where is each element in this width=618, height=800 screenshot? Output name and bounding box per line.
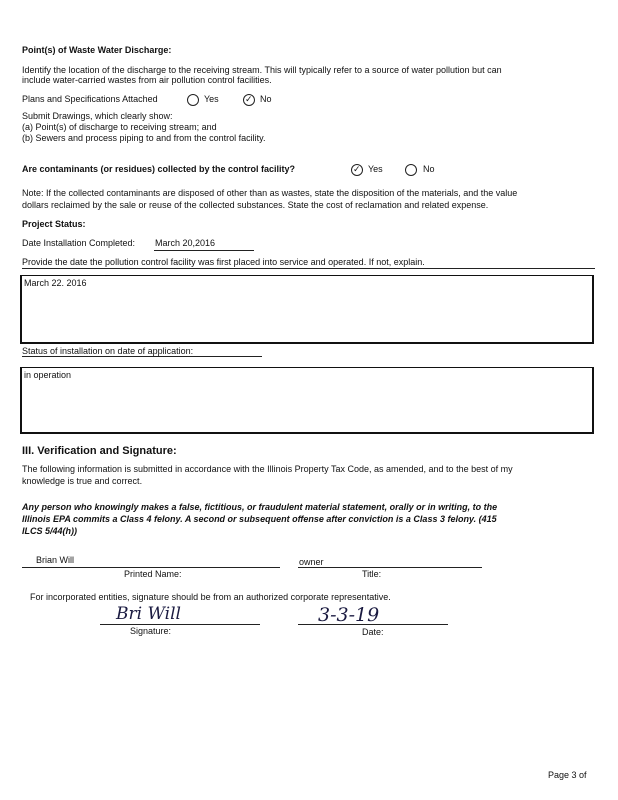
plans-yes-radio[interactable] [187, 94, 199, 106]
date-installation-label: Date Installation Completed: [22, 238, 136, 248]
page-number: Page 3 of [548, 770, 587, 780]
contaminants-question: Are contaminants (or residues) collected by the control facility? [22, 164, 296, 174]
discharge-heading: Point(s) of Waste Water Discharge: [22, 45, 172, 55]
felony-warning-line1: Any person who knowingly makes a false, fictitious, or fraudulent material statement, orally or in writing, to the [22, 502, 498, 512]
contaminants-yes-label: Yes [368, 164, 383, 174]
date-installation-value[interactable]: March 20,2016 [155, 238, 216, 248]
provide-date-underline [22, 268, 595, 269]
verification-heading: III. Verification and Signature: [22, 445, 177, 457]
provide-date-instruction: Provide the date the pollution control facility was first placed into service and operated. If not, explain. [22, 257, 425, 267]
signature-value[interactable]: Bri Will [116, 604, 181, 624]
felony-warning-line2: Illinois EPA commits a Class 4 felony. A second or subsequent offense after conviction is a Class 3 felony. (415 [22, 514, 497, 524]
submit-item-b: (b) Sewers and process piping to and from the control facility. [22, 133, 266, 143]
contaminants-yes-radio[interactable] [351, 164, 363, 176]
signature-date-label: Date: [362, 627, 384, 637]
plans-no-radio[interactable] [243, 94, 255, 106]
status-installation-value: in operation [24, 370, 72, 380]
service-date-value: March 22. 2016 [24, 278, 87, 288]
signature-date-value[interactable]: 3-3-19 [318, 604, 380, 626]
status-installation-label: Status of installation on date of application: [22, 346, 194, 356]
plans-label: Plans and Specifications Attached [22, 94, 158, 104]
contaminants-note-line2: dollars reclaimed by the sale or reuse of the collected substances. State the cost of reclamation and related expense. [22, 200, 489, 210]
status-installation-box[interactable] [20, 367, 594, 434]
service-date-box[interactable] [20, 275, 594, 344]
signature-line [100, 624, 260, 625]
plans-no-label: No [260, 94, 272, 104]
printed-name-label: Printed Name: [124, 569, 182, 579]
submit-drawings-label: Submit Drawings, which clearly show: [22, 111, 173, 121]
title-value[interactable]: owner [299, 557, 324, 567]
date-installation-underline [154, 250, 254, 251]
title-label: Title: [362, 569, 382, 579]
discharge-text-line2: include water-carried wastes from air pollution control facilities. [22, 75, 272, 85]
verification-text-line1: The following information is submitted in accordance with the Illinois Property Tax Code, as amended, and to the best of my [22, 464, 513, 474]
printed-name-line [22, 567, 280, 568]
signature-date-line [298, 624, 448, 625]
incorporated-note: For incorporated entities, signature should be from an authorized corporate representative. [30, 592, 391, 602]
printed-name-value[interactable]: Brian Will [36, 555, 75, 565]
contaminants-no-label: No [423, 164, 435, 174]
signature-label: Signature: [130, 626, 172, 636]
discharge-text-line1: Identify the location of the discharge to the receiving stream. This will typically refer to a source of water pollution but can [22, 65, 502, 75]
status-installation-underline [22, 356, 262, 357]
submit-item-a: (a) Point(s) of discharge to receiving stream; and [22, 122, 217, 132]
title-line [298, 567, 482, 568]
contaminants-no-radio[interactable] [405, 164, 417, 176]
plans-yes-label: Yes [204, 94, 219, 104]
felony-warning-line3: ILCS 5/44(h)) [22, 526, 78, 536]
verification-text-line2: knowledge is true and correct. [22, 476, 143, 486]
contaminants-note-line1: Note: If the collected contaminants are disposed of other than as wastes, state the disposition of the materials, and the value [22, 188, 518, 198]
project-status-heading: Project Status: [22, 219, 86, 229]
